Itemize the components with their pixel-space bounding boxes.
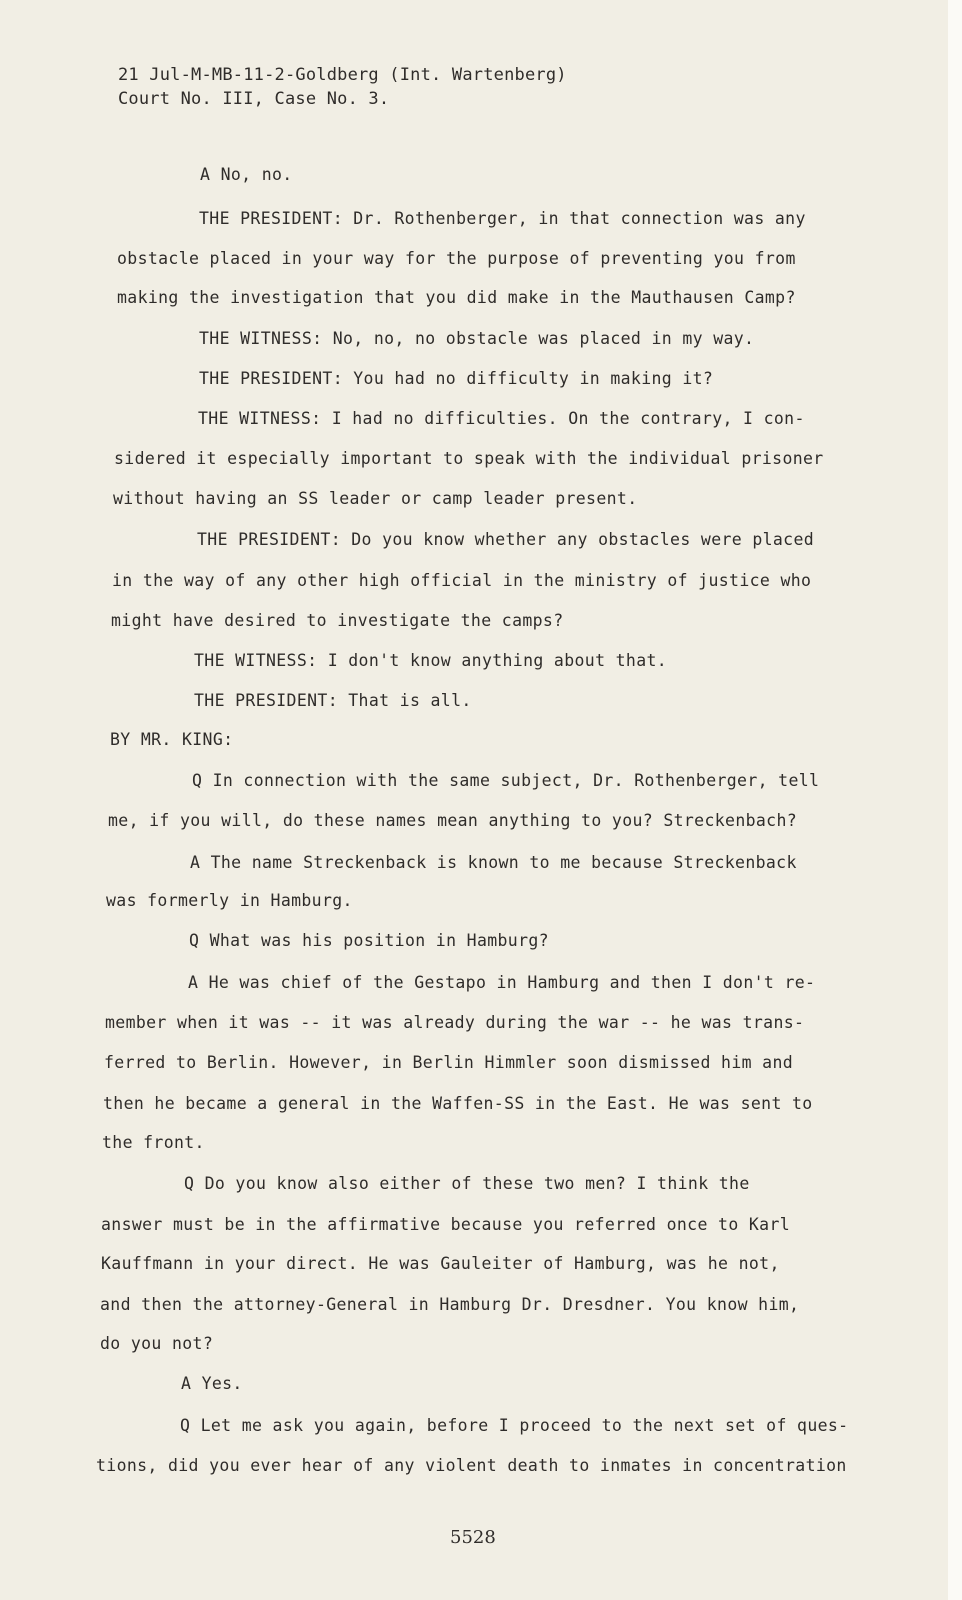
transcript-line: tions, did you ever hear of any violent death to inmates in concentration — [96, 1456, 847, 1475]
examiner-heading: BY MR. KING: — [110, 730, 234, 749]
transcript-line: A No, no. — [200, 165, 293, 184]
transcript-line: ferred to Berlin. However, in Berlin Himmler soon dismissed him and — [104, 1053, 794, 1072]
header-line-2: Court No. III, Case No. 3. — [118, 89, 390, 109]
transcript-line: Kauffmann in your direct. He was Gauleiter of Hamburg, was he not, — [101, 1254, 780, 1273]
page-number: 5528 — [450, 1527, 496, 1548]
transcript-line: Q In connection with the same subject, Dr. Rothenberger, tell — [192, 771, 820, 790]
transcript-line: A He was chief of the Gestapo in Hamburg and then I don't re- — [188, 973, 816, 992]
transcript-line: do you not? — [100, 1334, 214, 1353]
transcript-line: might have desired to investigate the camps? — [111, 611, 564, 630]
transcript-line: without having an SS leader or camp leader present. — [113, 489, 638, 508]
transcript-line: Q Do you know also either of these two men? I think the — [184, 1174, 750, 1193]
transcript-line: in the way of any other high official in the ministry of justice who — [112, 571, 812, 590]
transcript-line: the front. — [102, 1133, 205, 1152]
transcript-line: A Yes. — [181, 1374, 243, 1393]
header-line-1: 21 Jul-M-MB-11-2-Goldberg (Int. Wartenberg) — [118, 65, 567, 85]
transcript-line: and then the attorney-General in Hamburg Dr. Dresdner. You know him, — [100, 1295, 800, 1314]
transcript-line: me, if you will, do these names mean anything to you? Streckenbach? — [108, 811, 798, 830]
transcript-line: sidered it especially important to speak with the individual prisoner — [114, 449, 824, 468]
transcript-line: THE PRESIDENT: Dr. Rothenberger, in that connection was any — [199, 209, 806, 228]
transcript-line: A The name Streckenback is known to me because Streckenback — [190, 853, 797, 872]
transcript-line: THE WITNESS: I don't know anything about that. — [194, 651, 668, 670]
transcript-line: member when it was -- it was already during the war -- he was trans- — [105, 1013, 805, 1032]
transcript-line: THE WITNESS: No, no, no obstacle was placed in my way. — [199, 329, 755, 348]
transcript-line: obstacle placed in your way for the purpose of preventing you from — [117, 249, 796, 268]
transcript-line: making the investigation that you did make in the Mauthausen Camp? — [117, 288, 796, 307]
transcript-line: then he became a general in the Waffen-SS in the East. He was sent to — [103, 1094, 813, 1113]
transcript-line: THE PRESIDENT: That is all. — [194, 691, 472, 710]
transcript-line: Q What was his position in Hamburg? — [189, 931, 549, 950]
transcript-line: Q Let me ask you again, before I proceed to the next set of ques- — [180, 1416, 849, 1435]
transcript-line: answer must be in the affirmative because you referred once to Karl — [101, 1215, 791, 1234]
transcript-line: THE PRESIDENT: Do you know whether any obstacles were placed — [197, 530, 815, 549]
transcript-line: THE WITNESS: I had no difficulties. On the contrary, I con- — [198, 409, 805, 428]
transcript-line: THE PRESIDENT: You had no difficulty in making it? — [199, 369, 714, 388]
transcript-line: was formerly in Hamburg. — [106, 891, 353, 910]
